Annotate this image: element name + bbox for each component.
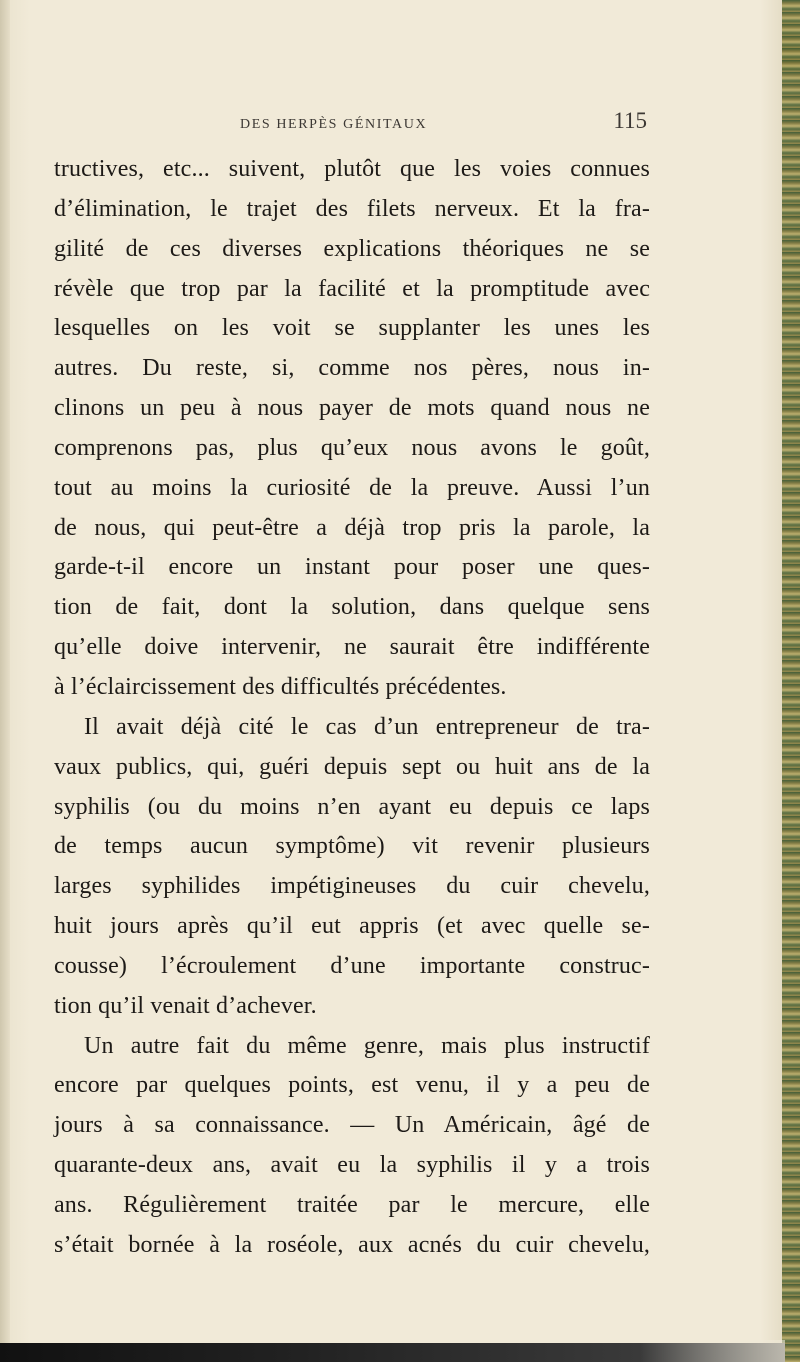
text-line: Il avait déjà cité le cas d’un entrepreneur de tra- xyxy=(84,713,650,740)
text-line: qu’elle doive intervenir, ne saurait être indifférente xyxy=(54,634,650,661)
text-line: ans. Régulièrement traitée par le mercure, elle xyxy=(54,1191,650,1218)
text-line: jours à sa connaissance. — Un Américain, âgé de xyxy=(54,1112,650,1139)
text-line: larges syphilides impétigineuses du cuir chevelu, xyxy=(54,873,650,900)
text-line: quarante-deux ans, avait eu la syphilis il y a trois xyxy=(54,1152,650,1179)
text-line: de temps aucun symptôme) vit revenir plusieurs xyxy=(54,833,650,860)
text-line: révèle que trop par la facilité et la promptitude avec xyxy=(54,275,650,302)
page-right-edge xyxy=(782,0,800,1362)
paragraph xyxy=(54,1027,650,1266)
page-number: 115 xyxy=(613,108,647,133)
text-line: garde-t-il encore un instant pour poser une ques- xyxy=(54,554,650,581)
running-title: DES HERPÈS GÉNITAUX xyxy=(240,117,428,132)
text-line: comprenons pas, plus qu’eux nous avons le goût, xyxy=(54,434,650,461)
text-line: tout au moins la curiosité de la preuve. Aussi l’un xyxy=(54,474,650,501)
text-line: autres. Du reste, si, comme nos pères, nous in- xyxy=(54,355,650,382)
text-line: clinons un peu à nous payer de mots quand nous ne xyxy=(54,395,650,422)
text-line: de nous, qui peut-être a déjà trop pris la parole, la xyxy=(54,514,650,541)
text-line: s’était bornée à la roséole, aux acnés du cuir chevelu, xyxy=(54,1231,650,1258)
text-line: syphilis (ou du moins n’en ayant eu depuis ce laps xyxy=(54,793,650,820)
text-line: gilité de ces diverses explications théoriques ne se xyxy=(54,235,650,262)
scan-bottom-fade xyxy=(640,1340,785,1362)
text-line: cousse) l’écroulement d’une importante construc- xyxy=(54,952,650,979)
text-line: tion qu’il venait d’achever. xyxy=(54,992,317,1019)
text-line: encore par quelques points, est venu, il y a peu de xyxy=(54,1072,650,1099)
text-line: Un autre fait du même genre, mais plus instructif xyxy=(84,1032,650,1059)
paragraph xyxy=(54,150,650,708)
text-line: huit jours après qu’il eut appris (et avec quelle se- xyxy=(54,913,650,940)
page-left-edge xyxy=(0,0,10,1362)
text-line: tion de fait, dont la solution, dans quelque sens xyxy=(54,594,650,621)
text-line: tructives, etc... suivent, plutôt que les voies connues xyxy=(54,156,650,182)
text-line: lesquelles on les voit se supplanter les unes les xyxy=(54,315,650,342)
text-line: vaux publics, qui, guéri depuis sept ou huit ans de la xyxy=(54,753,650,780)
page-header xyxy=(54,108,650,146)
body-text xyxy=(54,150,650,1266)
text-line: à l’éclaircissement des difficultés précédentes. xyxy=(54,673,507,700)
paragraph xyxy=(54,708,650,1027)
text-line: d’élimination, le trajet des filets nerveux. Et la fra- xyxy=(54,195,650,222)
